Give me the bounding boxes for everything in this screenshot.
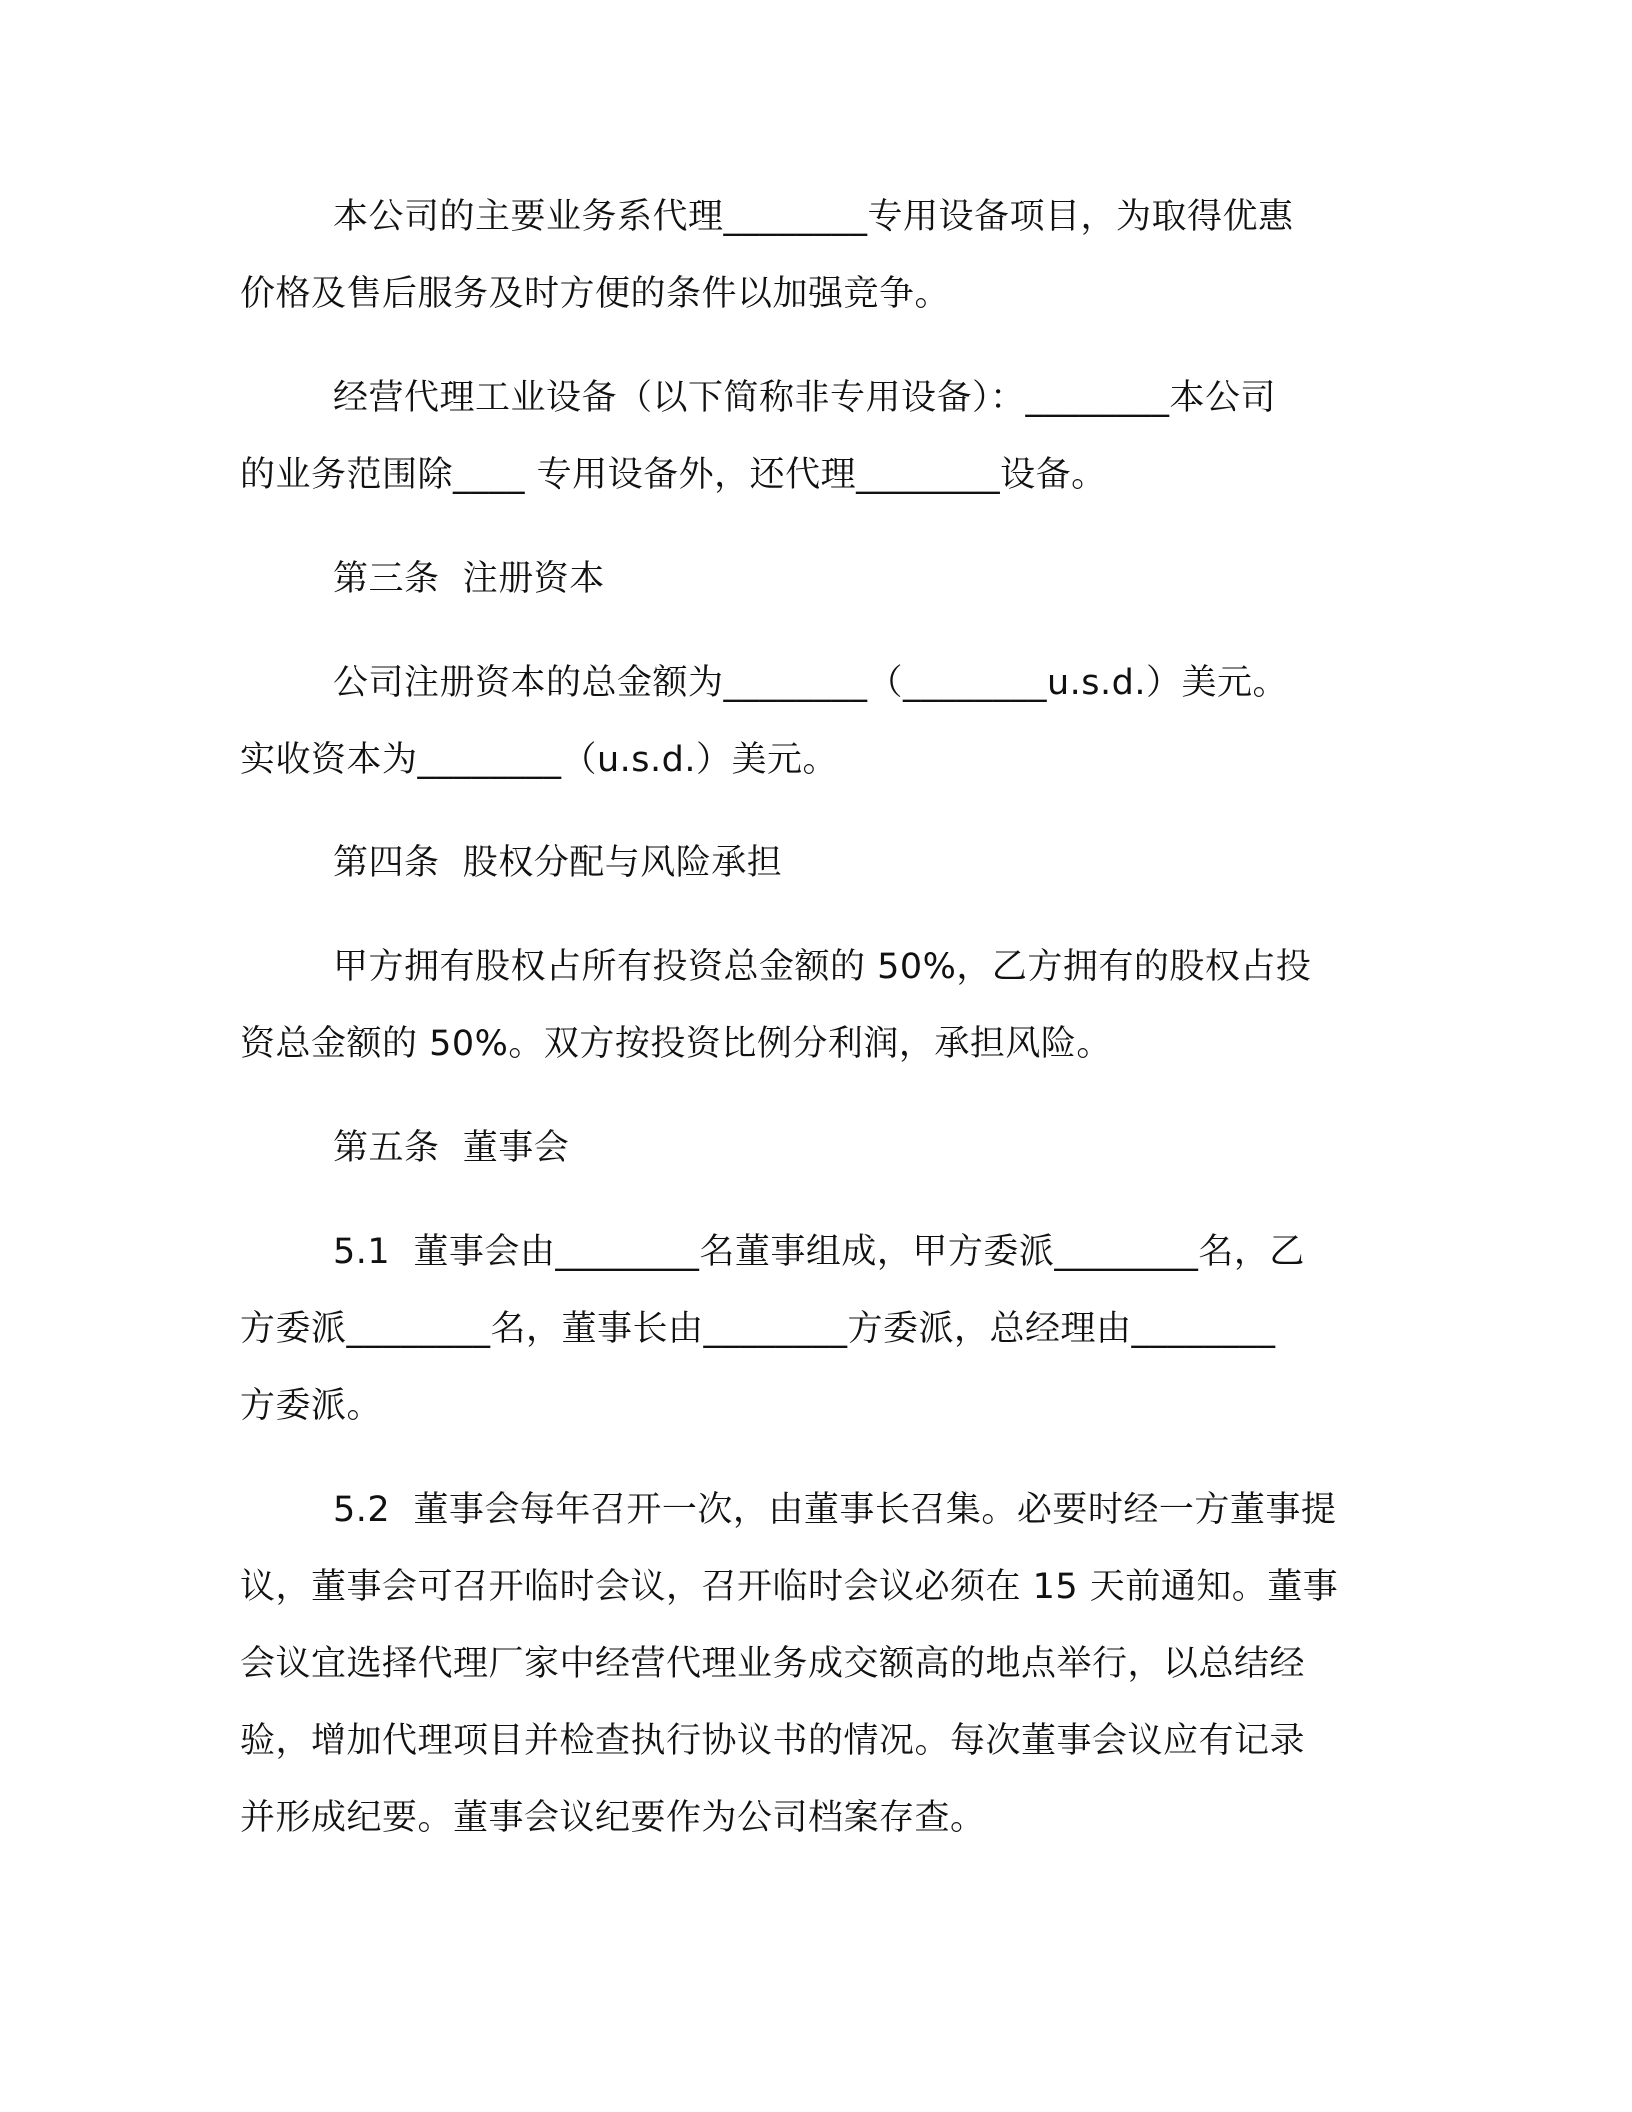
article-5-heading: 第五条 董事会: [333, 1128, 570, 1168]
clause-5-1-line-1: 5.1 董事会由________名董事组成，甲方委派________名，乙: [333, 1232, 1305, 1272]
article-4-heading: 第四条 股权分配与风险承担: [333, 843, 783, 883]
clause-5-2-line-3: 会议宜选择代理厂家中经营代理业务成交额高的地点举行，以总结经: [240, 1644, 1306, 1684]
article-3-heading: 第三条 注册资本: [333, 559, 605, 599]
clause-5-1-line-2: 方委派________名，董事长由________方委派，总经理由________: [240, 1309, 1276, 1349]
clause-5-1-line-3: 方委派。: [240, 1386, 383, 1426]
paragraph-agency-line-1: 经营代理工业设备（以下简称非专用设备）：________本公司: [333, 378, 1277, 418]
clause-5-2-line-5: 并形成纪要。董事会议纪要作为公司档案存查。: [240, 1798, 986, 1838]
paragraph-equity-line-1: 甲方拥有股权占所有投资总金额的 50%，乙方拥有的股权占投: [333, 947, 1312, 987]
paragraph-capital-line-2: 实收资本为________（u.s.d.）美元。: [240, 740, 839, 780]
paragraph-equity-line-2: 资总金额的 50%。双方按投资比例分利润，承担风险。: [240, 1024, 1112, 1064]
clause-5-2-line-2: 议，董事会可召开临时会议，召开临时会议必须在 15 天前通知。董事: [240, 1567, 1339, 1607]
paragraph-agency-line-2: 的业务范围除____ 专用设备外，还代理________设备。: [240, 455, 1107, 495]
paragraph-business-scope-line-1: 本公司的主要业务系代理________专用设备项目，为取得优惠: [333, 197, 1294, 237]
clause-5-2-line-1: 5.2 董事会每年召开一次，由董事长召集。必要时经一方董事提: [333, 1490, 1337, 1530]
paragraph-capital-line-1: 公司注册资本的总金额为________（________u.s.d.）美元。: [333, 663, 1289, 703]
paragraph-business-scope-line-2: 价格及售后服务及时方便的条件以加强竞争。: [240, 274, 951, 314]
clause-5-2-line-4: 验，增加代理项目并检查执行协议书的情况。每次董事会议应有记录: [240, 1721, 1306, 1761]
